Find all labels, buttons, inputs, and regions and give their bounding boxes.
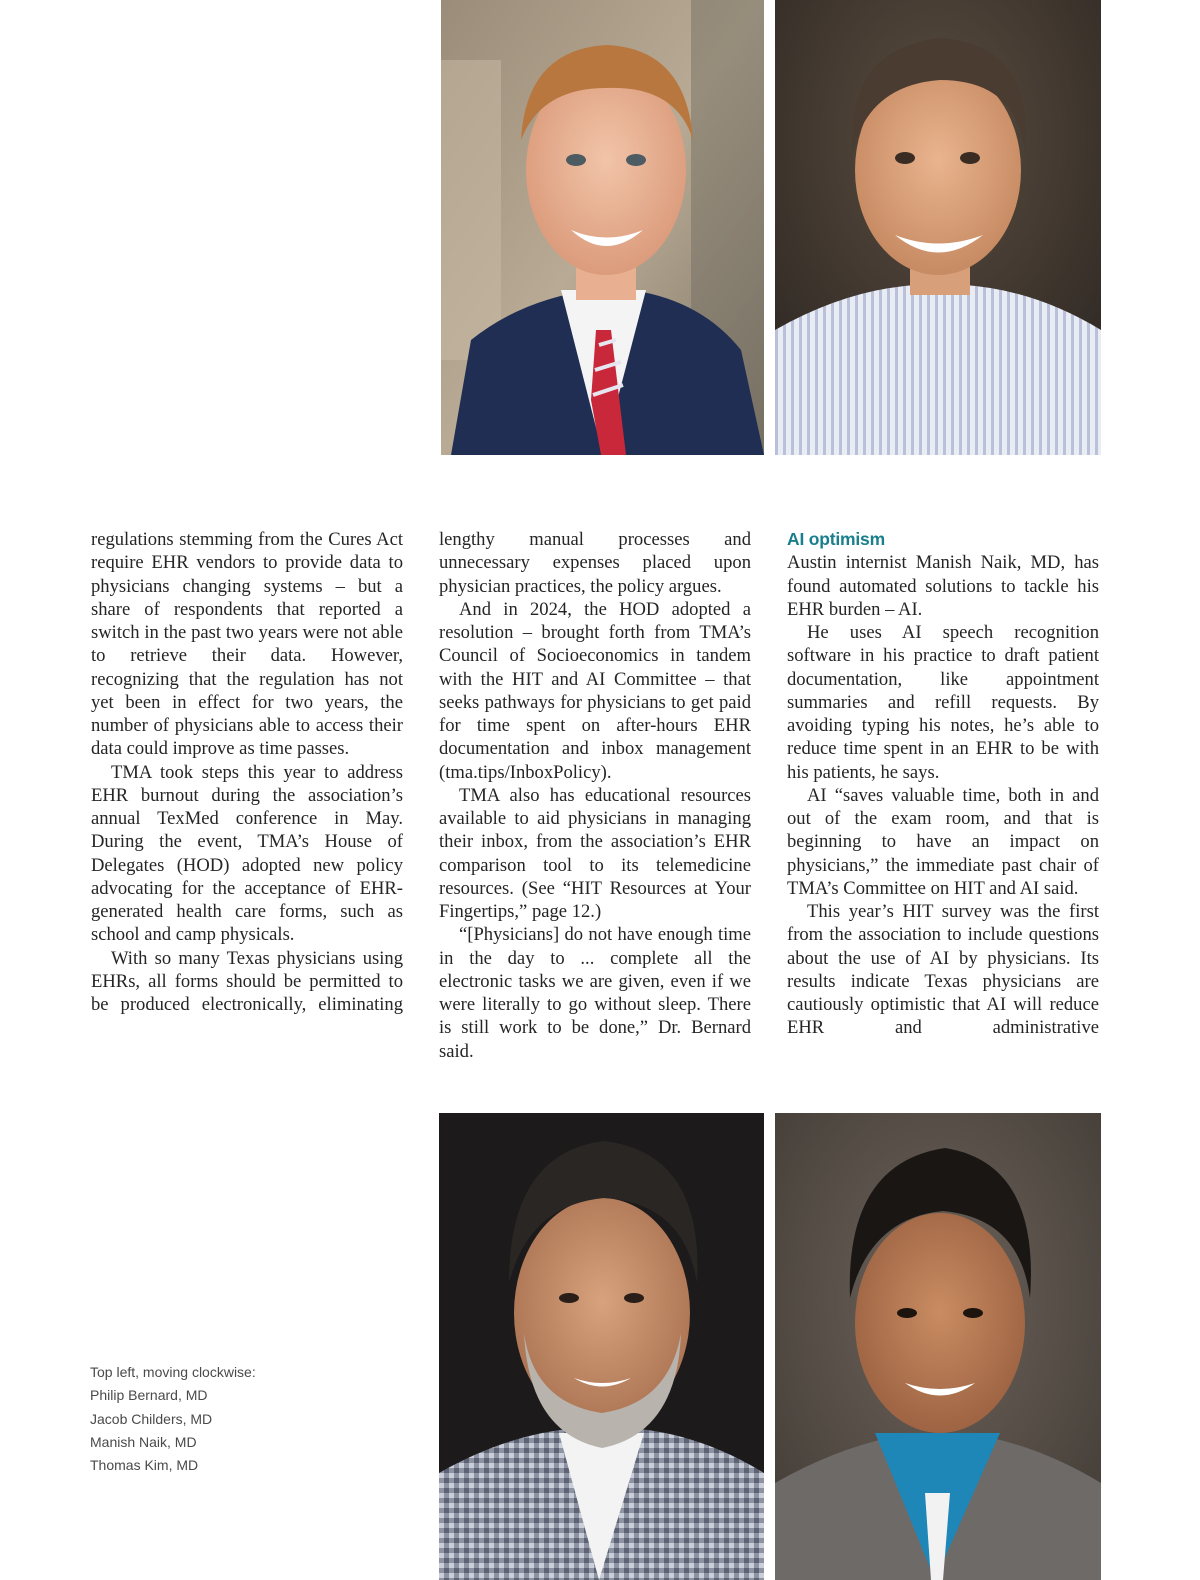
section-subhead: AI optimism bbox=[787, 529, 885, 549]
body-paragraph: “[Physicians] do not have enough time in the day to ... complete all the electronic tasks we are given, even if we were literally to go without sleep. There is still work to be done,” Dr. Bernard said. bbox=[439, 924, 751, 1062]
body-paragraph: Austin internist Manish Naik, MD, has found automated solutions to tackle his EHR burden – AI. bbox=[787, 552, 1099, 620]
portrait-illustration bbox=[441, 0, 764, 455]
photo-thomas-kim bbox=[439, 1113, 764, 1580]
body-paragraph: AI “saves valuable time, both in and out of the exam room, and that is beginning to have an impact on physicians,” the immediate past chair of TMA’s Committee on HIT and AI said. bbox=[787, 784, 1099, 899]
body-paragraph: And in 2024, the HOD adopted a resolution – brought forth from TMA’s Council of Socioeconomics in tandem with the HIT and AI Committee – that seeks pathways for physicians to get paid for time spent on after-hours EHR documentation and inbox management (tma.tips/InboxPolicy). bbox=[439, 598, 751, 783]
portrait-illustration bbox=[439, 1113, 764, 1580]
photo-philip-bernard bbox=[441, 0, 764, 455]
article-column-2 bbox=[439, 528, 751, 1063]
caption-name: Philip Bernard, MD bbox=[90, 1387, 208, 1404]
photo-caption bbox=[90, 1361, 256, 1477]
body-paragraph: regulations stemming from the Cures Act require EHR vendors to provide data to physicians changing systems – but a share of respondents that reported a switch in the past two years were not able to retrieve their data. However, recognizing that the regulation has not yet been in effect for two years, the number of physicians able to access their data could improve as time passes. bbox=[91, 529, 403, 760]
caption-name: Jacob Childers, MD bbox=[90, 1410, 213, 1427]
body-paragraph: TMA took steps this year to address EHR burnout during the association’s annual TexMed conference in May. During the event, TMA’s House of Delegates (HOD) adopted new policy advocating for the acceptance of EHR-generated health care forms, such as school and camp physicals. bbox=[91, 761, 403, 946]
body-paragraph: With so many Texas physicians using EHRs, all forms should be permitted to be produced electronically, eliminating bbox=[91, 947, 403, 1015]
photo-manish-naik bbox=[775, 1113, 1101, 1580]
body-paragraph: TMA also has educational resources available to aid physicians in managing their inbox, from the association’s EHR comparison tool to its telemedicine resources. (See “HIT Resources at Your Fingertips,” page 12.) bbox=[439, 784, 751, 922]
article-column-3 bbox=[787, 528, 1099, 1040]
caption-name: Thomas Kim, MD bbox=[90, 1457, 199, 1474]
body-paragraph: lengthy manual processes and unnecessary expenses placed upon physician practices, the policy argues. bbox=[439, 529, 751, 597]
body-paragraph: This year’s HIT survey was the first from the association to include questions about the use of AI by physicians. Its results indicate Texas physicians are cautiously optimistic that AI will reduce EHR and administrative bbox=[787, 901, 1099, 1039]
photo-jacob-childers bbox=[775, 0, 1101, 455]
portrait-illustration bbox=[775, 1113, 1101, 1580]
article-column-1 bbox=[91, 528, 403, 1016]
caption-name: Manish Naik, MD bbox=[90, 1433, 197, 1450]
portrait-illustration bbox=[775, 0, 1101, 455]
body-paragraph: He uses AI speech recognition software in his practice to draft patient documentation, like appointment summaries and refill requests. By avoiding typing his notes, he’s able to reduce time spent in an EHR to be with his patients, he says. bbox=[787, 622, 1099, 783]
caption-intro: Top left, moving clockwise: bbox=[90, 1364, 256, 1380]
